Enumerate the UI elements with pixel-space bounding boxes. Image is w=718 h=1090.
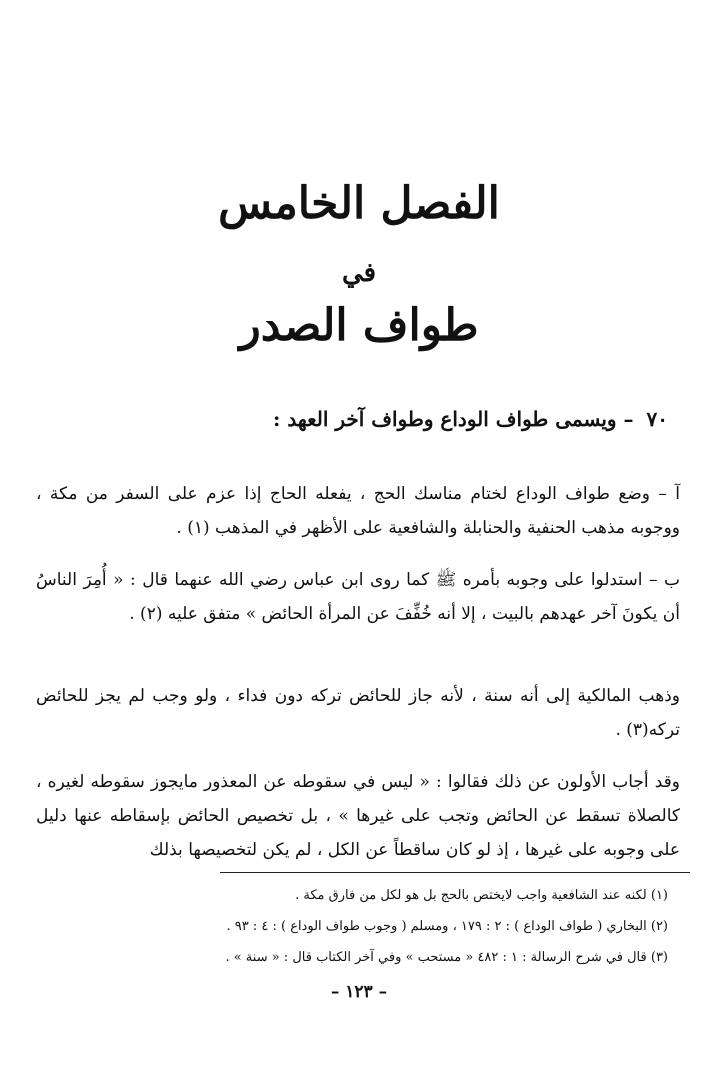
paragraph-malikiyya: وذهب المالكية إلى أنه سنة ، لأنه جاز للحائض تركه دون فداء ، ولو وجب لم يجز للحائض تركه(٣) . — [36, 686, 680, 740]
section-number: ٧٠ — [646, 407, 668, 431]
footnote-3: (٣) قال في شرح الرسالة : ١ : ٤٨٢ « مستحب » وفي آخر الكتاب قال : « سنة » . — [225, 950, 668, 965]
section-heading-text: – ويسمى طواف الوداع وطواف آخر العهد : — [273, 407, 634, 431]
footnote-divider — [220, 872, 690, 873]
footnote-1: (١) لكنه عند الشافعية واجب لايختص بالحج بل هو لكل من فارق مكة . — [295, 888, 668, 903]
chapter-preposition: في — [341, 258, 377, 288]
paragraph-response: وقد أجاب الأولون عن ذلك فقالوا : « ليس في سقوطه عن المعذور مايجوز سقوطه لغيره ، كالصلاة تسقط عن الحائض وتجب على غيرها » ، بل تخصيص الحائض بإسقاطه عنها دليل على وجوبه على غيرها ، إذ لو كان ساقطاً عن الكل ، لم يكن لتخصيصها بذلك — [36, 772, 680, 860]
footnote-2: (٢) البخاري ( طواف الوداع ) : ٢ : ١٧٩ ، ومسلم ( وجوب طواف الوداع ) : ٤ : ٩٣ . — [226, 919, 668, 934]
section-heading — [40, 407, 668, 431]
paragraph-b: ب – استدلوا على وجوبه بأمره ﷺ كما روى ابن عباس رضي الله عنهما قال : « أُمِرَ الناسُ أن يكونَ آخر عهدهم بالبيت ، إلا أنه خُفِّفَ عن المرأة الحائض » متفق عليه (٢) . — [36, 570, 680, 624]
chapter-title: الفصل الخامس — [218, 178, 500, 229]
page-number: – ١٢٣ – — [330, 982, 388, 1002]
paragraph-a: آ – وضع طواف الوداع لختام مناسك الحج ، يفعله الحاج إذا عزم على السفر من مكة ، ووجوبه مذهب الحنفية والحنابلة والشافعية على الأظهر في المذهب (١) . — [36, 484, 680, 538]
footnotes — [56, 880, 668, 973]
chapter-subject: طواف الصدر — [239, 300, 479, 351]
